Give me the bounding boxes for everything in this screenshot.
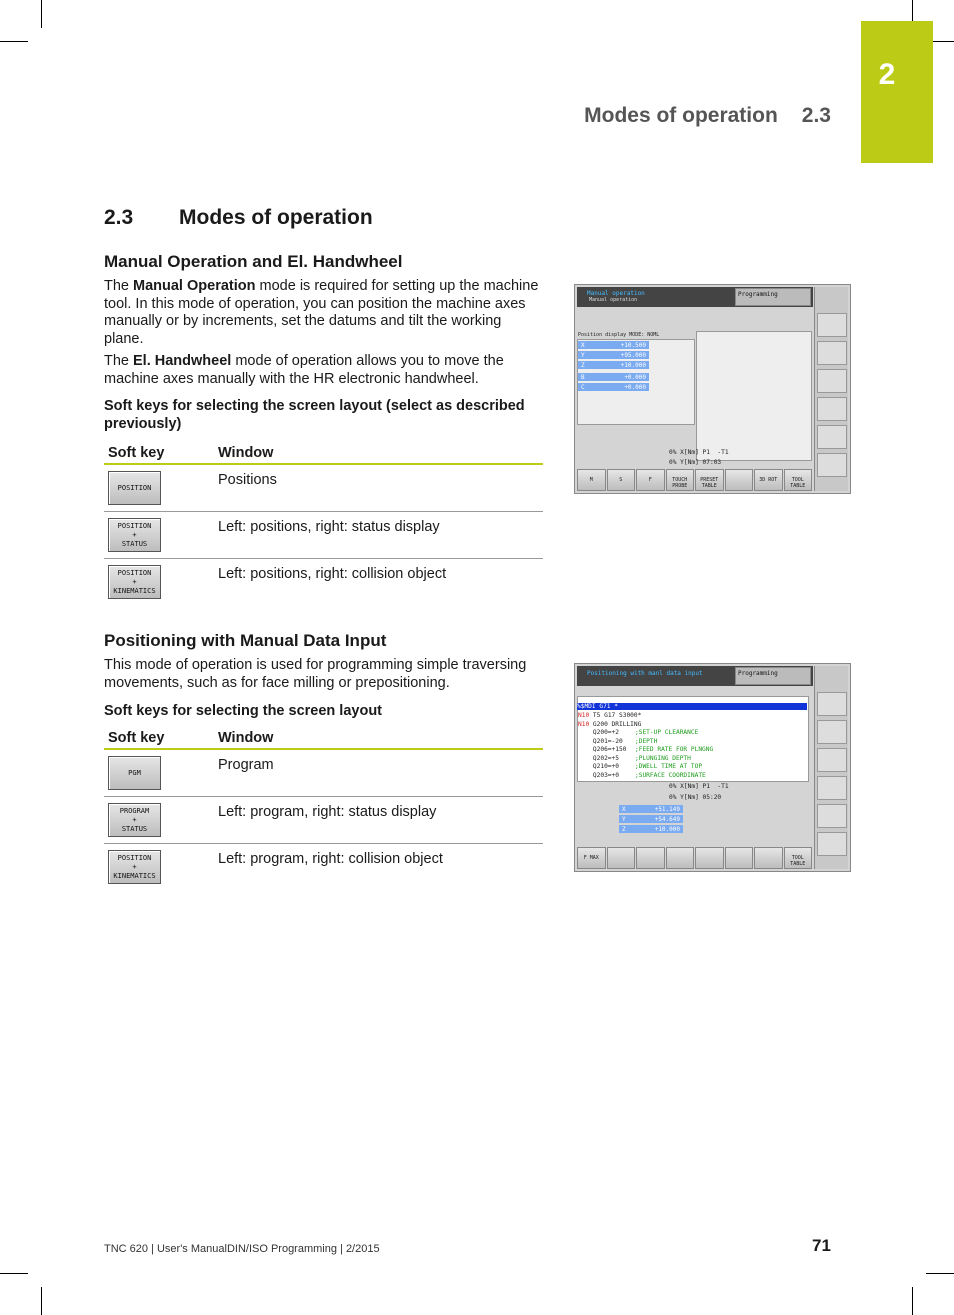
section-title [104, 206, 373, 230]
screen-softkey[interactable] [754, 847, 783, 869]
program-comment: ;DEPTH [635, 738, 658, 745]
softkey-label: + [132, 815, 137, 824]
axis-name: B [581, 373, 585, 381]
program-line[interactable] [578, 755, 619, 762]
softkey-label: POSITION [117, 521, 152, 530]
softkey-label: POSITION [117, 853, 152, 862]
screen-softkey[interactable] [725, 469, 754, 491]
crop-mark [926, 1273, 954, 1274]
screen-sidebar [814, 287, 848, 491]
program-line[interactable] [578, 772, 619, 779]
screen-softkey[interactable]: F [636, 469, 665, 491]
softkey-label: + [132, 530, 137, 539]
column-header-softkey: Soft key [108, 445, 165, 461]
running-header [584, 104, 831, 128]
screen-softkey[interactable] [607, 847, 636, 869]
section-name: Modes of operation [179, 206, 373, 229]
side-button[interactable] [817, 720, 847, 744]
softkey-label: POSITION [117, 483, 152, 492]
program-line[interactable] [577, 703, 807, 710]
position-kinematics-softkey[interactable] [108, 850, 161, 884]
axis-row [578, 373, 649, 381]
program-line[interactable] [578, 763, 619, 770]
manual-paragraph-1 [104, 278, 544, 348]
manual-paragraph-2 [104, 353, 544, 388]
crop-mark [912, 1287, 913, 1315]
line-number: N10 [578, 721, 590, 728]
load-line-2: 0% Y[Nm] 05:20 [669, 794, 722, 801]
crop-mark [41, 1287, 42, 1315]
axis-value: +51.149 [654, 805, 680, 813]
softkey-label: PGM [128, 768, 141, 777]
program-code: G200 DRILLING [589, 721, 642, 728]
softkey-label: + [132, 577, 137, 586]
crop-mark [0, 41, 28, 42]
axis-name: Y [581, 351, 585, 359]
axis-value: +0.000 [624, 373, 646, 381]
program-comment: ;SURFACE COORDINATE [635, 772, 706, 779]
program-comment: ;SET-UP CLEARANCE [635, 729, 699, 736]
side-button[interactable] [817, 692, 847, 716]
screen-title: Positioning with manl data input [587, 670, 703, 677]
program-code: Q203=+0 [578, 772, 619, 779]
program-line[interactable] [578, 729, 619, 736]
load-line-2: 0% Y[Nm] 07:03 [669, 459, 722, 466]
softkey-label: KINEMATICS [113, 586, 156, 595]
mdi-paragraph-1: This mode of operation is used for programming simple traversing movements, such as for face milling or prepositioning. [104, 657, 527, 691]
program-code: Q202=+5 [578, 755, 619, 762]
side-button[interactable] [817, 313, 847, 337]
softkey-label: STATUS [121, 539, 148, 548]
side-button[interactable] [817, 832, 847, 856]
axis-name: C [581, 383, 585, 391]
program-comment: ;PLUNGING DEPTH [635, 755, 691, 762]
screen-softkey[interactable]: F MAX [577, 847, 606, 869]
text-span: mode is required for setting up the machine tool. In this mode of operation, you can position the machine axes manually or by increments, set the datums and tilt the working plane. [104, 278, 539, 347]
running-title: Modes of operation [584, 104, 778, 127]
window-description: Left: positions, right: status display [218, 519, 440, 535]
position-kinematics-softkey[interactable] [108, 565, 161, 599]
axis-row [619, 825, 683, 833]
axis-row [578, 351, 649, 359]
axis-row [578, 341, 649, 349]
program-comment: ;DWELL TIME AT TOP [635, 763, 703, 770]
program-code: Q206=+150 [578, 746, 627, 753]
chapter-number: 2 [878, 58, 896, 91]
table-row [104, 797, 543, 844]
manual-heading: Manual Operation and El. Handwheel [104, 252, 403, 271]
window-description: Left: positions, right: collision object [218, 566, 447, 582]
status-panel [696, 331, 812, 461]
text-span: The [104, 353, 134, 369]
crop-mark [0, 1273, 28, 1274]
softkey-label: STATUS [121, 824, 148, 833]
column-header-window: Window [218, 445, 274, 461]
program-comment: ;FEED RATE FOR PLNGNG [635, 746, 714, 753]
crop-mark [41, 0, 42, 28]
bold-term: El. Handwheel [133, 353, 232, 369]
axis-value: +0.000 [624, 383, 646, 391]
axis-row [578, 361, 649, 369]
footer-text: TNC 620 | User's ManualDIN/ISO Programming | 2/2015 [104, 1243, 380, 1255]
side-button[interactable] [817, 425, 847, 449]
window-description: Program [218, 757, 274, 773]
text-span: mode of operation allows you to move the machine axes manually with the HR electronic handwheel. [104, 353, 504, 387]
softkey-label: PROGRAM [119, 806, 150, 815]
program-code: Q200=+2 [578, 729, 619, 736]
pgm-softkey[interactable] [108, 756, 161, 790]
screen-softkey[interactable]: TOOL TABLE [784, 847, 813, 869]
axis-value: +95.000 [620, 351, 646, 359]
program-status-softkey[interactable] [108, 803, 161, 837]
softkey-label: + [132, 862, 137, 871]
program-code: T5 G17 S3000* [589, 712, 642, 719]
table-row [104, 750, 543, 797]
programming-mode-tab[interactable] [735, 667, 811, 685]
column-header-softkey: Soft key [108, 730, 165, 746]
program-code: %$MDI G71 * [577, 703, 618, 710]
screen-softkey[interactable] [725, 847, 754, 869]
screen-title: Manual operation [587, 290, 645, 297]
load-line-1: 0% X[Nm] P1 -T1 [669, 783, 729, 790]
screen-softkey-row [577, 469, 812, 491]
position-display-label: Position display MODE: NOML [578, 332, 660, 338]
side-button[interactable] [817, 748, 847, 772]
running-section: 2.3 [801, 104, 831, 127]
side-button[interactable] [817, 397, 847, 421]
manual-operation-screenshot [574, 284, 851, 494]
screen-softkey-row [577, 847, 812, 869]
table-row [104, 844, 543, 891]
position-softkey[interactable] [108, 471, 161, 505]
program-line[interactable] [578, 721, 641, 728]
mdi-softkey-table [104, 726, 543, 891]
screen-subtitle: Manual operation [589, 297, 638, 303]
window-description: Left: program, right: status display [218, 804, 437, 820]
axis-value: +10.000 [620, 361, 646, 369]
axis-name: Z [581, 361, 585, 369]
screen-softkey[interactable]: 3D ROT [754, 469, 783, 491]
axis-value: +54.649 [654, 815, 680, 823]
text-span: The [104, 278, 134, 294]
table-row [104, 559, 543, 606]
section-number: 2.3 [104, 206, 134, 229]
axis-name: X [581, 341, 585, 349]
table-row [104, 512, 543, 559]
tab-label: Programming [738, 291, 778, 298]
screen-softkey[interactable]: TOOL TABLE [784, 469, 813, 491]
screen-softkey[interactable]: S [607, 469, 636, 491]
window-description: Left: program, right: collision object [218, 851, 443, 867]
axis-row [619, 815, 683, 823]
page-number: 71 [812, 1236, 831, 1255]
table-header [104, 726, 543, 750]
chapter-tab [861, 21, 933, 163]
line-number: N10 [578, 712, 590, 719]
screen-softkey[interactable]: PRESET TABLE [695, 469, 724, 491]
position-status-softkey[interactable] [108, 518, 161, 552]
side-button[interactable] [817, 369, 847, 393]
programming-mode-tab[interactable] [735, 288, 811, 306]
mdi-softkeys-heading: Soft keys for selecting the screen layout [104, 703, 383, 719]
side-button[interactable] [817, 341, 847, 365]
tab-label: Programming [738, 670, 778, 677]
screen-softkey[interactable] [695, 847, 724, 869]
softkey-label: KINEMATICS [113, 871, 156, 880]
program-line[interactable] [578, 712, 641, 719]
axis-value: +10.000 [654, 825, 680, 833]
table-header [104, 441, 543, 465]
bold-term: Manual Operation [133, 278, 256, 294]
side-button[interactable] [817, 453, 847, 477]
axis-row [619, 805, 683, 813]
mdi-screenshot [574, 663, 851, 872]
side-button[interactable] [817, 804, 847, 828]
softkey-label: POSITION [117, 568, 152, 577]
manual-softkey-table [104, 441, 543, 606]
screen-softkey[interactable]: TOUCH PROBE [666, 469, 695, 491]
screen-softkey[interactable]: M [577, 469, 606, 491]
program-code: Q201=-20 [578, 738, 623, 745]
axis-name: Y [622, 815, 626, 823]
axis-row [578, 383, 649, 391]
program-line[interactable] [578, 746, 626, 753]
window-description: Positions [218, 472, 277, 488]
axis-name: Z [622, 825, 626, 833]
program-code: Q210=+0 [578, 763, 619, 770]
side-button[interactable] [817, 776, 847, 800]
load-line-1: 0% X[Nm] P1 -T1 [669, 449, 729, 456]
manual-softkeys-heading: Soft keys for selecting the screen layout (select as described previously) [104, 398, 525, 432]
axis-name: X [622, 805, 626, 813]
program-line[interactable] [578, 738, 623, 745]
table-row [104, 465, 543, 512]
screen-softkey[interactable] [666, 847, 695, 869]
column-header-window: Window [218, 730, 274, 746]
mdi-heading: Positioning with Manual Data Input [104, 631, 387, 650]
screen-sidebar [814, 666, 848, 869]
screen-softkey[interactable] [636, 847, 665, 869]
axis-value: +10.500 [620, 341, 646, 349]
